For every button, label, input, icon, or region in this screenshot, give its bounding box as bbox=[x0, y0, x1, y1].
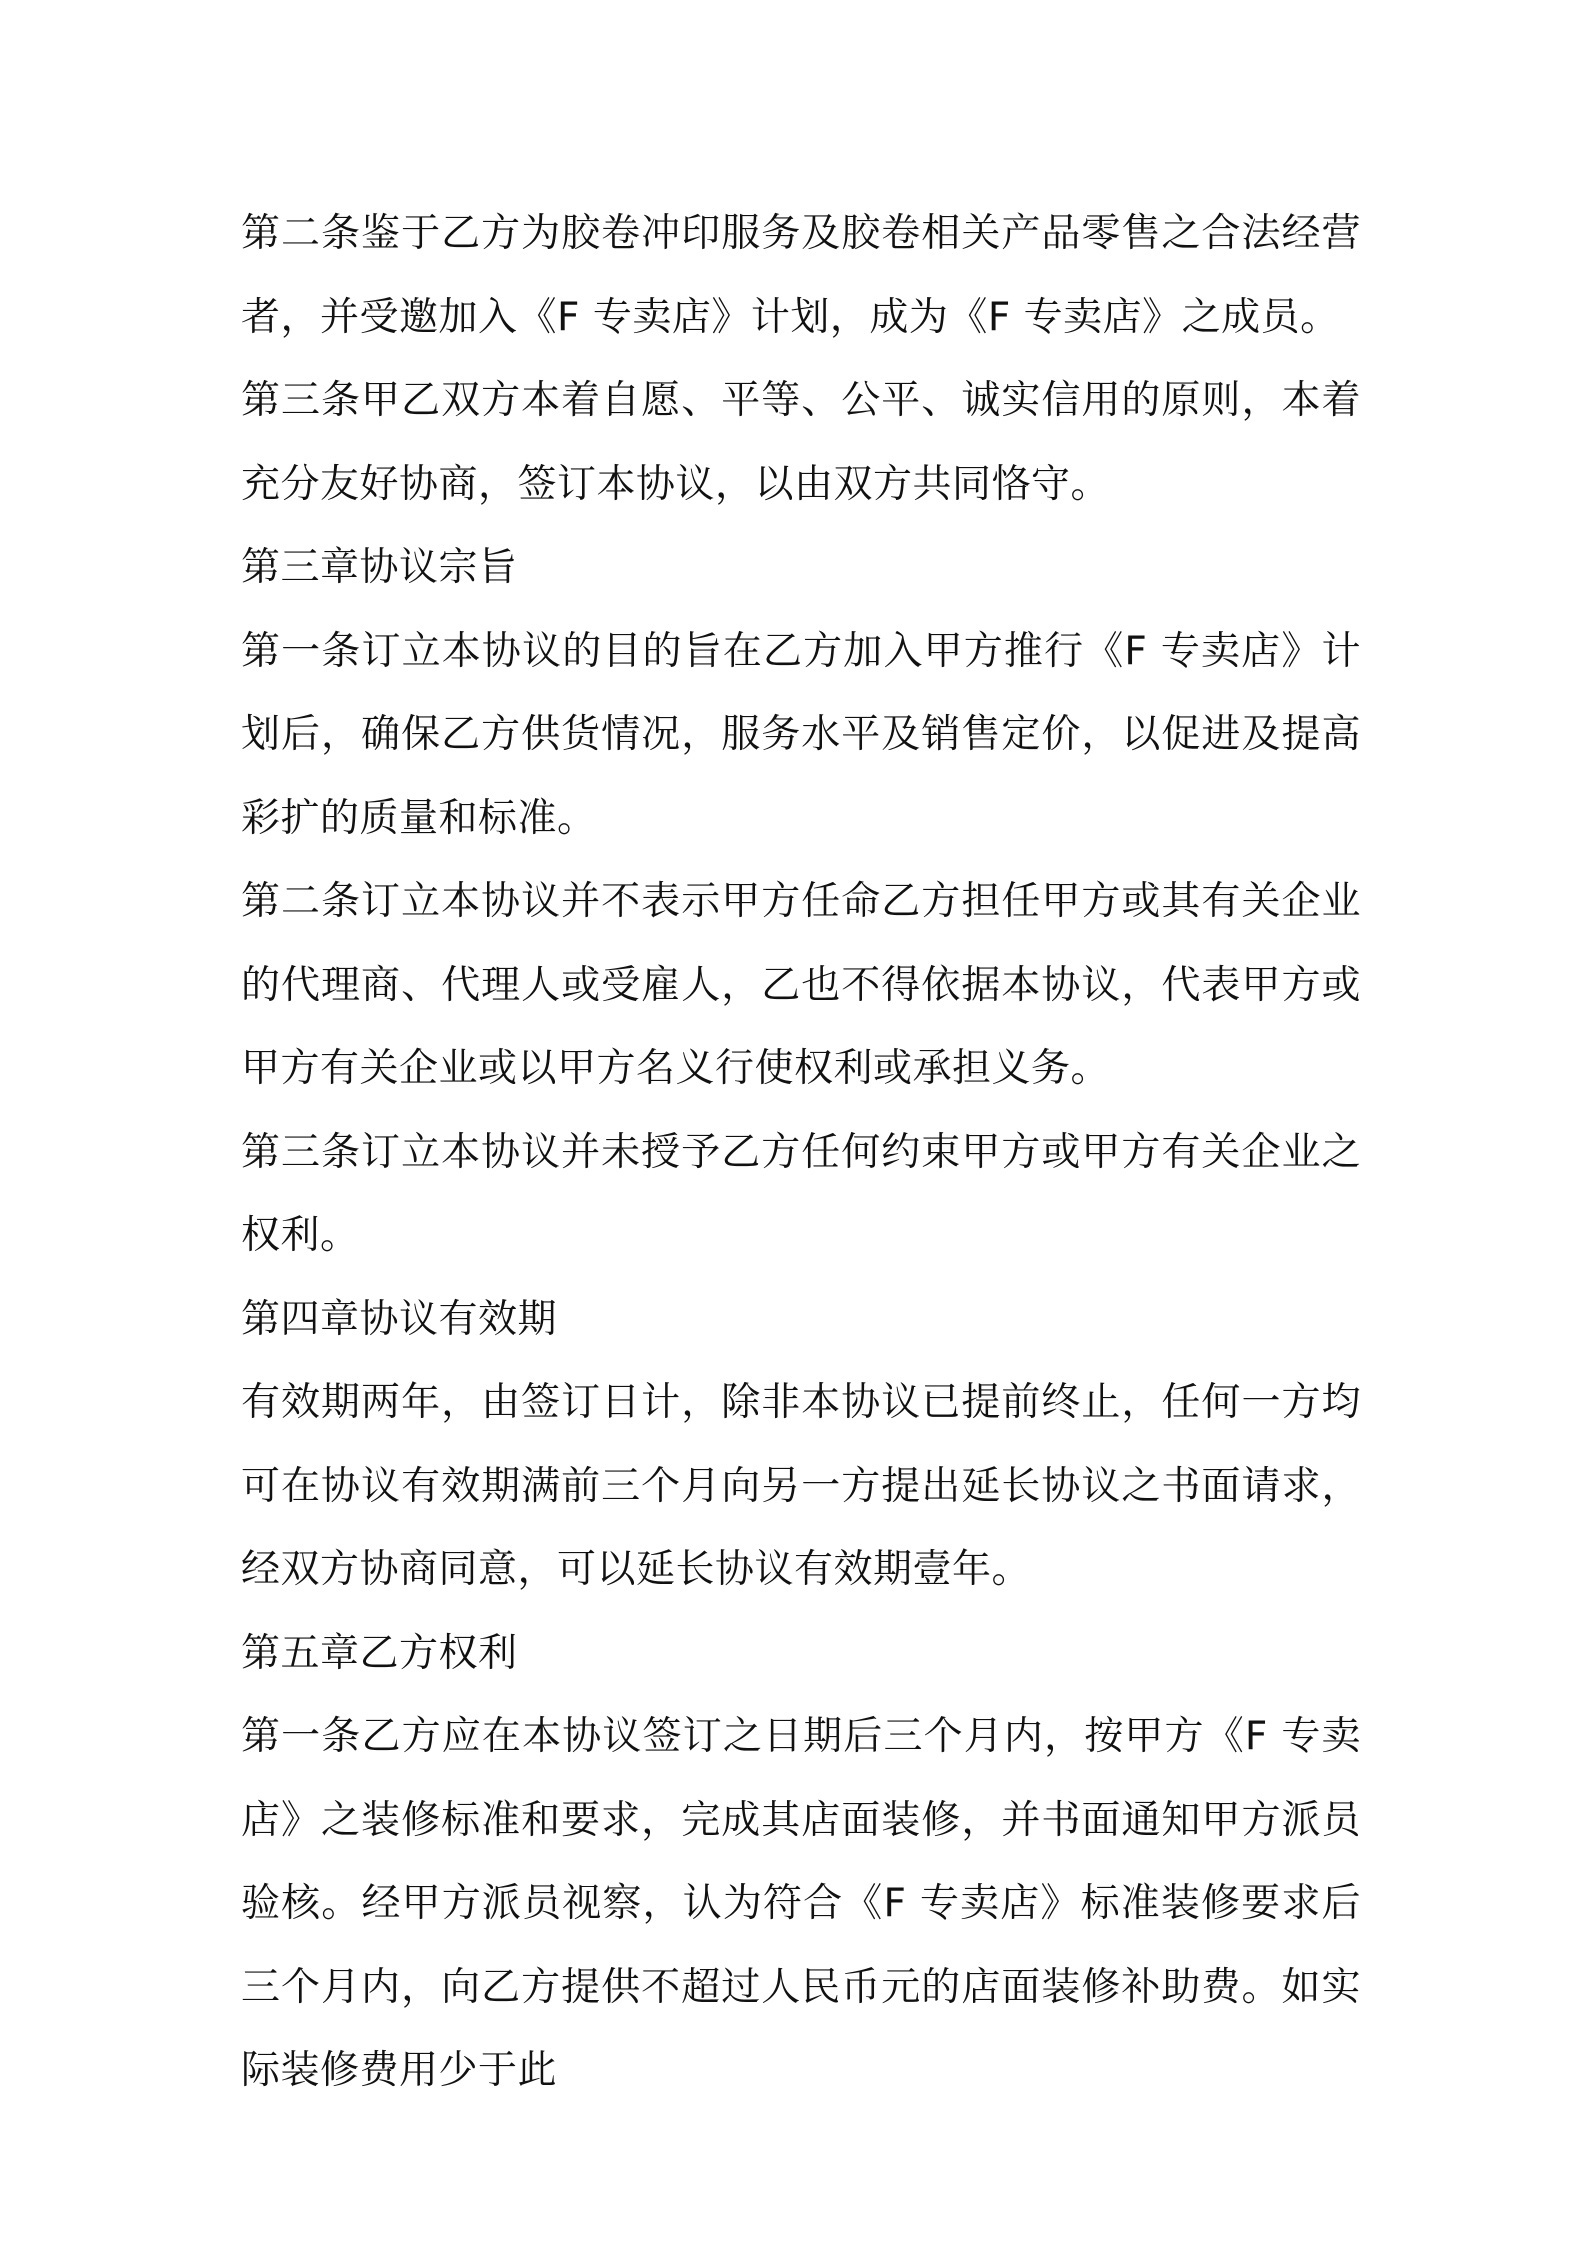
chapter-5-article-1: 第一条乙方应在本协议签订之日期后三个月内，按甲方《F 专卖店》之装修标准和要求，完成其店面装修，并书面通知甲方派员验核。经甲方派员视察，认为符合《F 专卖店》标准装修要求后三个月内，向乙方提供不超过人民币元的店面装修补助费。如实际装修费用少于此 bbox=[241, 1714, 1361, 2093]
chapter-4-heading: 第四章协议有效期 bbox=[241, 1296, 558, 1342]
chapter-4-validity: 有效期两年，由签订日计，除非本协议已提前终止，任何一方均可在协议有效期满前三个月向另一方提出延长协议之书面请求，经双方协商同意，可以延长协议有效期壹年。 bbox=[241, 1380, 1361, 1592]
chapter-3-article-2: 第二条订立本协议并不表示甲方任命乙方担任甲方或其有关企业的代理商、代理人或受雇人，乙也不得依据本协议，代表甲方或甲方有关企业或以甲方名义行使权利或承担义务。 bbox=[241, 879, 1361, 1091]
chapter-3-heading: 第三章协议宗旨 bbox=[241, 545, 518, 590]
chapter-3-article-1: 第一条订立本协议的目的旨在乙方加入甲方推行《F 专卖店》计划后，确保乙方供货情况，服务水平及销售定价，以促进及提高彩扩的质量和标准。 bbox=[241, 628, 1361, 841]
chapter-3-article-3: 第三条订立本协议并未授予乙方任何约束甲方或甲方有关企业之权利。 bbox=[241, 1129, 1361, 1258]
article-2-eligibility: 第二条鉴于乙方为胶卷冲印服务及胶卷相关产品零售之合法经营者，并受邀加入《F 专卖店》计划，成为《F 专卖店》之成员。 bbox=[241, 211, 1361, 340]
chapter-5-heading: 第五章乙方权利 bbox=[241, 1630, 518, 1676]
article-3-principles: 第三条甲乙双方本着自愿、平等、公平、诚实信用的原则，本着充分友好协商，签订本协议，以由双方共同恪守。 bbox=[241, 378, 1361, 507]
document-body bbox=[241, 192, 1361, 2113]
